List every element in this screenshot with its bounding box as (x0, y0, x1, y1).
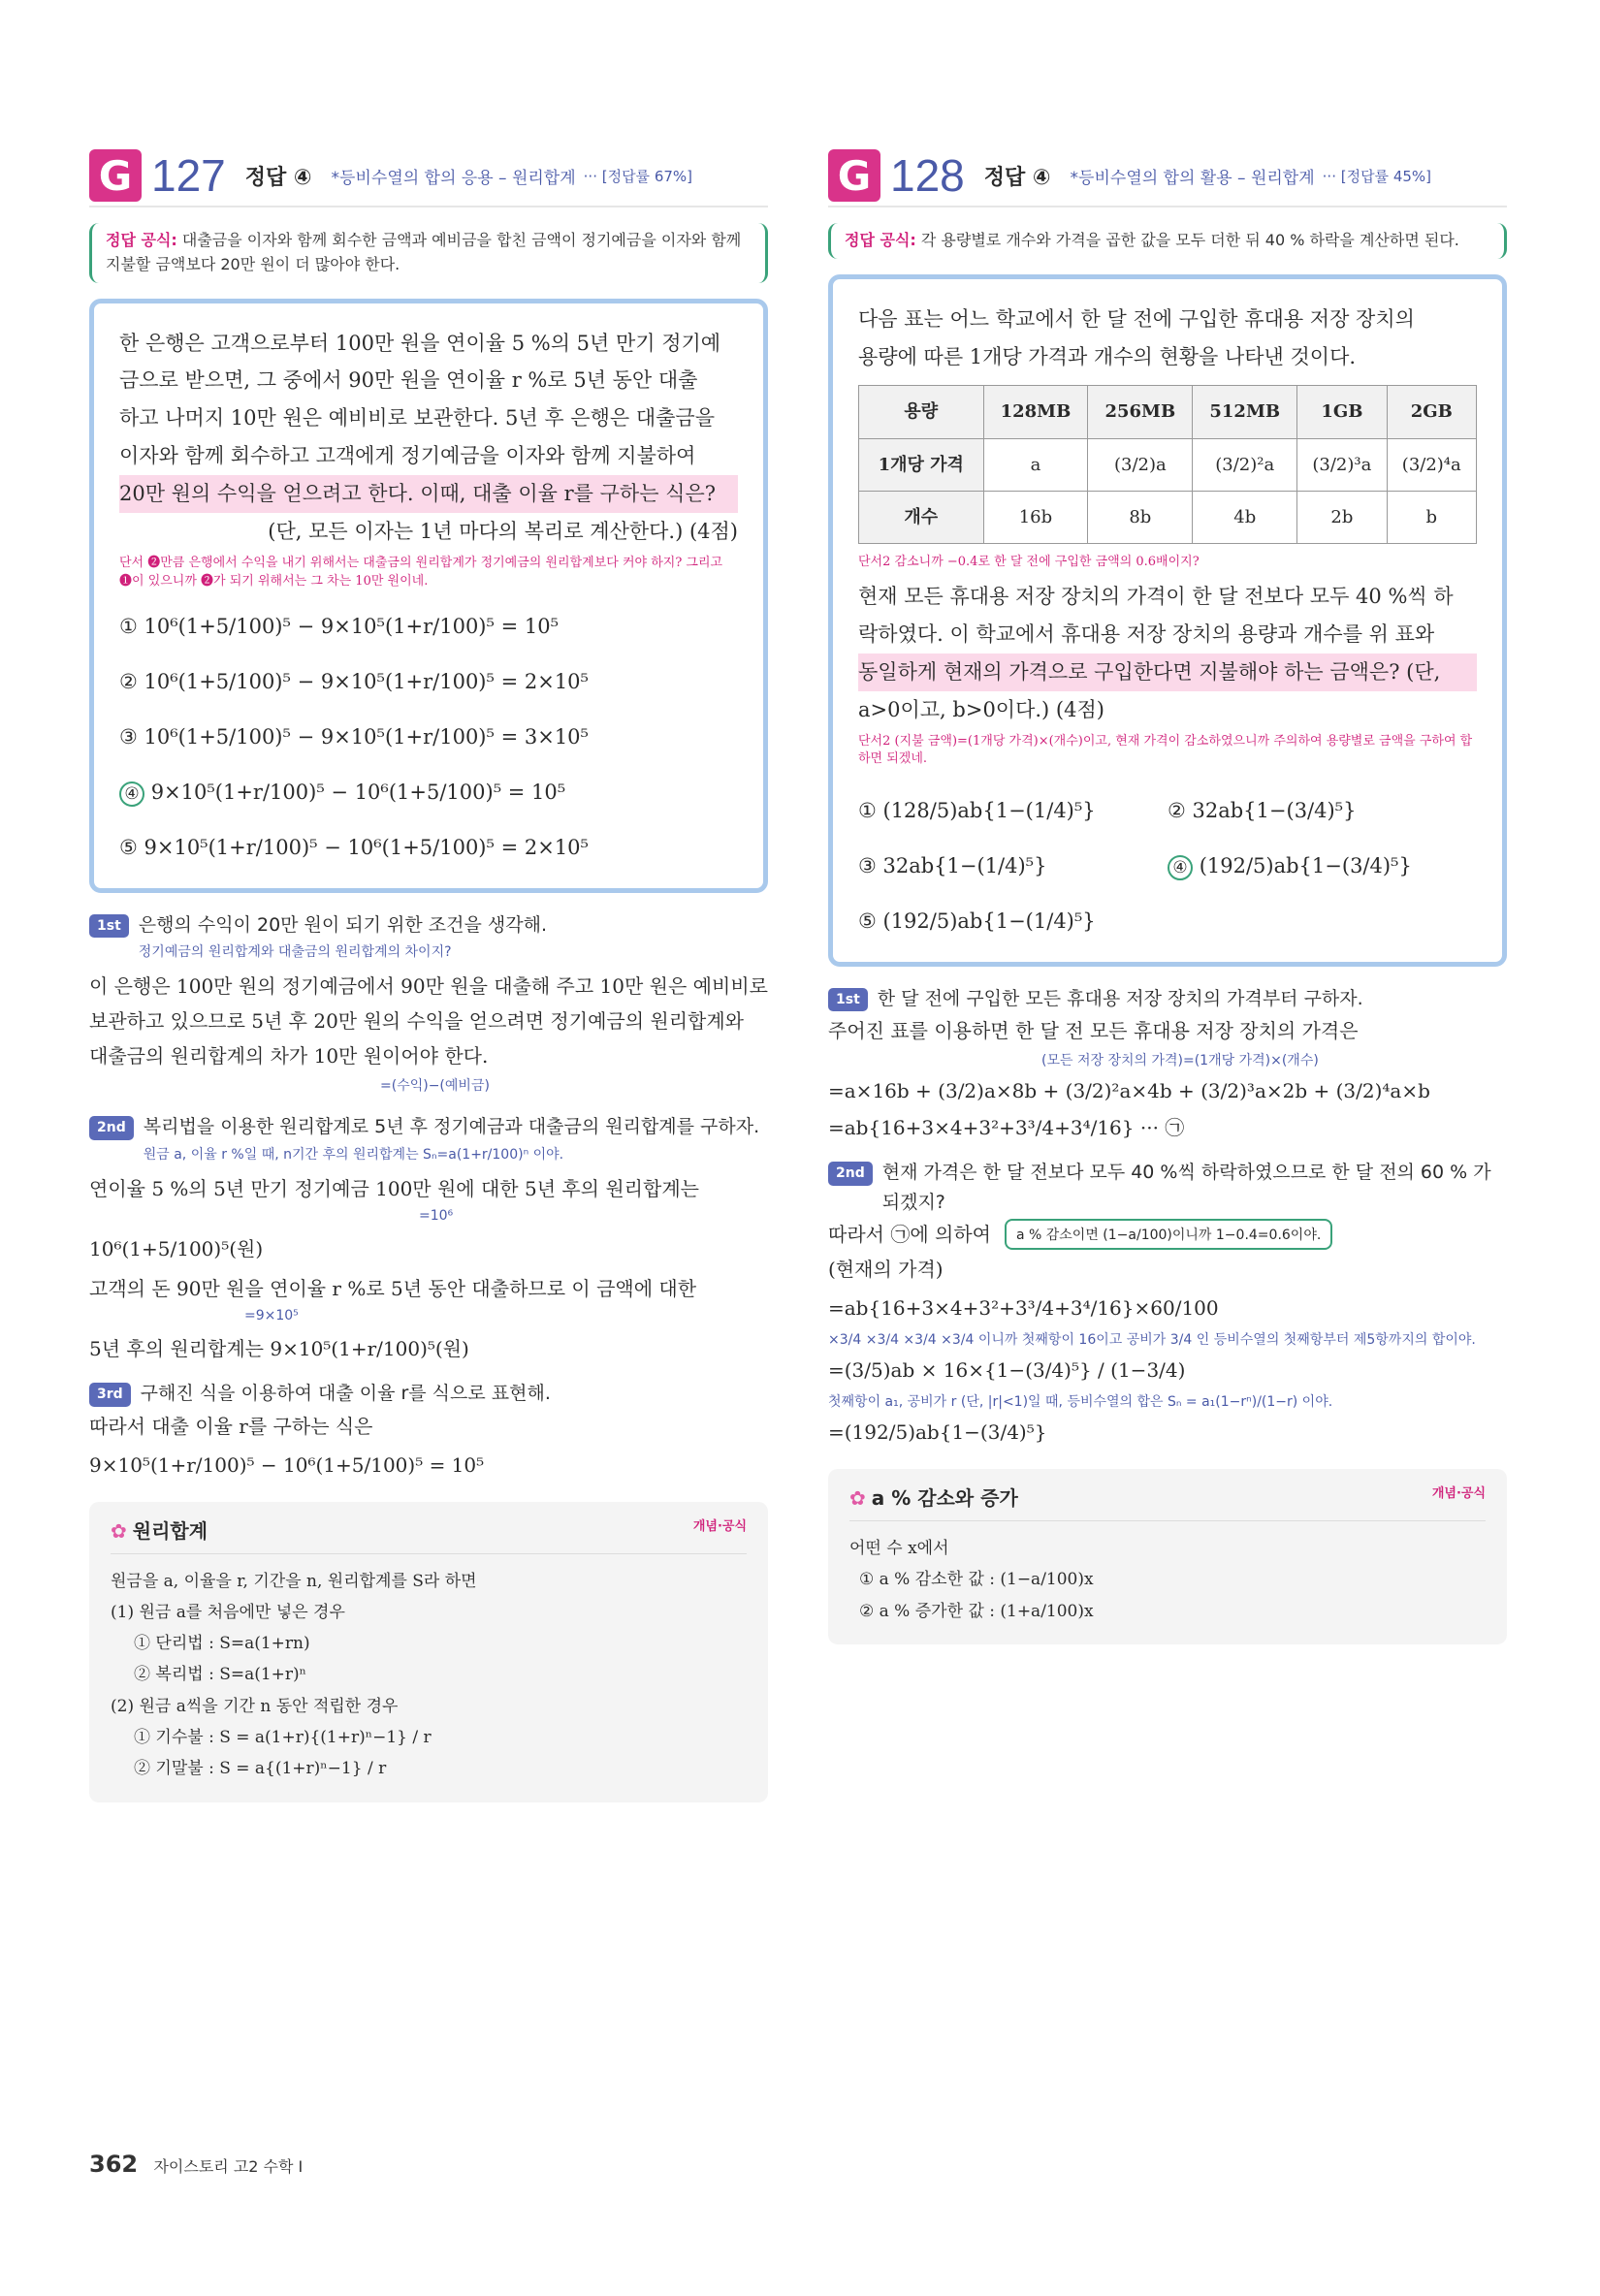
question-line: 하고 나머지 10만 원은 예비비로 보관한다. 5년 후 은행은 대출금을 (119, 406, 715, 430)
equation: 5년 후의 원리합계는 9×10⁵(1+r/100)⁵(원) (89, 1337, 469, 1361)
concept-line: ② 기말불 : S = a{(1+r)ⁿ−1} / r (134, 1759, 387, 1779)
question-line: 다음 표는 어느 학교에서 한 달 전에 구입한 휴대용 저장 장치의 (858, 306, 1415, 331)
solution-step-2 (89, 1112, 768, 1171)
equation: 9×10⁵(1+r/100)⁵ − 10⁶(1+5/100)⁵ = 10⁵ (89, 1452, 485, 1477)
table-cell: (3/2)a (1088, 438, 1193, 491)
step-tag: 1st (828, 988, 868, 1011)
step-callout-row (828, 1217, 1507, 1252)
hint-note: 단서2 감소니까 −0.4로 한 달 전에 구입한 금액의 0.6배이지? (858, 555, 1200, 570)
book-title: 자이스토리 고2 수학 I (153, 2157, 304, 2176)
step-title: 구해진 식을 이용하여 대출 이율 r를 식으로 표현해. (140, 1383, 551, 1405)
solution-step-1 (828, 984, 1507, 1013)
table-cell: 8b (1088, 492, 1193, 544)
table-header-cell: 256MB (1088, 386, 1193, 438)
step-tag: 3rd (89, 1383, 131, 1406)
hint-note: 단서 ❷만큼 은행에서 수익을 내기 위해서는 대출금의 원리합계가 정기예금의 원리합계보다 커야 하지? 그리고 ❶이 있으니까 ❷가 되기 위해서는 그 차는 10만 원이네. (119, 555, 723, 589)
selected-answer-mark: ④ (1168, 855, 1193, 880)
step-sub: 정기예금의 원리합계와 대출금의 원리합계의 차이지? (138, 943, 452, 960)
equation: =a×16b + (3/2)a×8b + (3/2)²a×4b + (3/2)³a×2b + (3/2)⁴a×b (828, 1079, 1430, 1103)
table-header-cell: 2GB (1387, 386, 1476, 438)
concept-line: 원금을 a, 이율을 r, 기간을 n, 원리합계를 S라 하면 (111, 1571, 477, 1591)
equation: =ab{16+3×4+3²+3³/4+3⁴/16}×60/100 (828, 1295, 1219, 1320)
question-box (828, 274, 1507, 967)
choice-1[interactable]: ① 10⁶(1+5/100)⁵ − 9×10⁵(1+r/100)⁵ = 10⁵ (119, 615, 560, 639)
answer-label: 정답 ④ (983, 165, 1051, 190)
concept-title-row (111, 1515, 747, 1554)
step-body: (현재의 가격) (828, 1257, 944, 1281)
equation: =ab{16+3×4+3²+3³/4+3⁴/16} ··· ㉠ (828, 1116, 1185, 1140)
table-cell: 2b (1297, 492, 1387, 544)
problem-header (89, 145, 768, 207)
problem-number: 127 (151, 150, 226, 201)
g-badge: G (828, 149, 880, 202)
step-tag: 2nd (828, 1162, 873, 1185)
step-note: =9×10⁵ (244, 1308, 299, 1324)
step-body: 따라서 ㉠에 의하여 (828, 1222, 991, 1246)
flower-icon: ✿ (849, 1485, 866, 1510)
concept-box (828, 1469, 1507, 1644)
equation: =(3/5)ab × 16×{1−(3/4)⁵} / (1−3/4) (828, 1357, 1186, 1382)
answer-formula (828, 223, 1507, 259)
choice-4-text: 9×10⁵(1+r/100)⁵ − 10⁶(1+5/100)⁵ = 10⁵ (150, 780, 566, 804)
correct-rate: ··· [정답률 45%] (1322, 167, 1432, 185)
solution-step-1 (89, 910, 768, 970)
callout-box: a % 감소이면 (1−a/100)이니까 1−0.4=0.6이야. (1005, 1219, 1332, 1250)
concept-line: (2) 원금 a씩을 기간 n 동안 적립한 경우 (111, 1696, 399, 1716)
hint-note: 단서2 (지불 금액)=(1개당 가격)×(개수)이고, 현재 가격이 감소하였으니까 주의하여 용량별로 금액을 구하여 합하면 되겠네. (858, 733, 1473, 767)
topic-label: *등비수열의 합의 응용 – 원리합계 (331, 168, 576, 188)
answer-formula (89, 223, 768, 283)
table-row-header: 1개당 가격 (859, 438, 984, 491)
formula-label: 정답 공식: (106, 231, 177, 249)
concept-line: ② a % 증가한 값 : (1+a/100)x (859, 1601, 1094, 1621)
table-header-row (859, 386, 1477, 438)
choice-5[interactable]: ⑤ (192/5)ab{1−(1/4)⁵} (858, 909, 1096, 933)
step-sub: 원금 a, 이율 r %일 때, n기간 후의 원리합계는 Sₙ=a(1+r/100)ⁿ 이야. (143, 1146, 564, 1163)
ratio-note: 이니까 첫째항이 16이고 공비가 3/4 인 등비수열의 첫째항부터 제5항까지의 합이야. (977, 1331, 1476, 1348)
concept-line: ② 복리법 : S=a(1+r)ⁿ (134, 1665, 307, 1685)
choice-1[interactable]: ① (128/5)ab{1−(1/4)⁵} (858, 799, 1096, 823)
concept-body (849, 1533, 1486, 1627)
concept-line: ① 단리법 : S=a(1+rn) (134, 1634, 310, 1654)
table-cell: (3/2)⁴a (1387, 438, 1476, 491)
table-cell: 16b (983, 492, 1088, 544)
table-row (859, 492, 1477, 544)
table-cell: (3/2)³a (1297, 438, 1387, 491)
question-line: 현재 모든 휴대용 저장 장치의 가격이 한 달 전보다 모두 40 %씩 하 (858, 585, 1454, 609)
concept-line: 어떤 수 x에서 (849, 1538, 949, 1558)
problem-number: 128 (890, 150, 965, 201)
formula-text: 대출금을 이자와 함께 회수한 금액과 예비금을 합친 금액이 정기예금을 이자와 함께 지불할 금액보다 20만 원이 더 많아야 한다. (106, 231, 742, 273)
concept-line: (1) 원금 a를 처음에만 넣은 경우 (111, 1602, 345, 1622)
step-title: 은행의 수익이 20만 원이 되기 위한 조건을 생각해. (138, 913, 548, 936)
question-line: a>0이고, b>0이다.) (4점) (858, 697, 1104, 721)
question-line: 이자와 함께 회수하고 고객에게 정기예금을 이자와 함께 지불하여 (119, 444, 696, 468)
solution-step-2 (828, 1158, 1507, 1217)
concept-title: a % 감소와 증가 (871, 1485, 1018, 1510)
equation: =(192/5)ab{1−(3/4)⁵} (828, 1419, 1047, 1444)
choice-2[interactable]: ② 32ab{1−(3/4)⁵} (1168, 799, 1357, 823)
step-body: 주어진 표를 이용하면 한 달 전 모든 휴대용 저장 장치의 가격은 (828, 1019, 1359, 1043)
table-header-cell: 512MB (1193, 386, 1297, 438)
step-title: 복리법을 이용한 원리합계로 5년 후 정기예금과 대출금의 원리합계를 구하자. (143, 1116, 760, 1138)
ratio-arrows (828, 1329, 1507, 1349)
choices-grid (858, 775, 1477, 941)
step-body: 고객의 돈 90만 원을 연이율 r %로 5년 동안 대출하므로 이 금액에 대한 (89, 1277, 697, 1301)
table-row-header: 개수 (859, 492, 984, 544)
concept-line: ① 기수불 : S = a(1+r){(1+r)ⁿ−1} / r (134, 1728, 432, 1747)
choice-2[interactable]: ② 10⁶(1+5/100)⁵ − 9×10⁵(1+r/100)⁵ = 2×10⁵ (119, 670, 589, 694)
formula-label: 정답 공식: (845, 231, 916, 249)
choice-3[interactable]: ③ 32ab{1−(1/4)⁵} (858, 854, 1047, 878)
concept-body (111, 1566, 747, 1785)
table-row (859, 438, 1477, 491)
concept-title-row (849, 1483, 1486, 1521)
question-line: 동일하게 현재의 가격으로 구입한다면 지불해야 하는 금액은? (단, (858, 654, 1477, 691)
question-line: 락하였다. 이 학교에서 휴대용 저장 장치의 용량과 개수를 위 표와 (858, 622, 1435, 647)
problem-128 (828, 145, 1507, 1644)
formula-text: 각 용량별로 개수와 가격을 곱한 값을 모두 더한 뒤 40 % 하락을 계산하면 된다. (920, 231, 1459, 249)
choice-4[interactable] (119, 774, 738, 812)
step-title: 한 달 전에 구입한 모든 휴대용 저장 장치의 가격부터 구하자. (877, 987, 1363, 1009)
concept-tag: 개념·공식 (1431, 1485, 1486, 1501)
step-body: 연이율 5 %의 5년 만기 정기예금 100만 원에 대한 5년 후의 원리합계는 (89, 1177, 699, 1201)
table-cell: 4b (1193, 492, 1297, 544)
ratio-label: ×3/4 ×3/4 ×3/4 ×3/4 (828, 1331, 975, 1348)
table-cell: b (1387, 492, 1476, 544)
step-body: 따라서 대출 이율 r를 구하는 식은 (89, 1414, 373, 1438)
table-cell: a (983, 438, 1088, 491)
solution-step-3 (89, 1379, 768, 1408)
step-note: (모든 저장 장치의 가격)=(1개당 가격)×(개수) (1041, 1053, 1319, 1069)
table-header-cell: 용량 (859, 386, 984, 438)
choice-4-text: (192/5)ab{1−(3/4)⁵} (1199, 854, 1412, 878)
question-line: (단, 모든 이자는 1년 마다의 복리로 계산한다.) (4점) (268, 519, 738, 543)
table-header-cell: 1GB (1297, 386, 1387, 438)
page-footer (89, 2151, 303, 2178)
flower-icon: ✿ (111, 1518, 127, 1543)
step-tag: 2nd (89, 1116, 134, 1139)
concept-line: ① a % 감소한 값 : (1−a/100)x (859, 1570, 1094, 1590)
choice-5[interactable]: ⑤ 9×10⁵(1+r/100)⁵ − 10⁶(1+5/100)⁵ = 2×10⁵ (119, 835, 589, 859)
question-line: 용량에 따른 1개당 가격과 개수의 현황을 나타낸 것이다. (858, 344, 1357, 368)
step-note: =(수익)−(예비금) (380, 1078, 490, 1095)
answer-label: 정답 ④ (244, 165, 312, 190)
equation: 10⁶(1+5/100)⁵(원) (89, 1237, 264, 1261)
step-note: =10⁶ (419, 1208, 454, 1225)
g-badge: G (89, 149, 142, 202)
correct-rate: ··· [정답률 67%] (583, 167, 693, 185)
step-tag: 1st (89, 914, 129, 938)
page-number: 362 (89, 2151, 139, 2178)
problem-header (828, 145, 1507, 207)
selected-answer-mark: ④ (119, 781, 144, 807)
concept-title: 원리합계 (132, 1518, 208, 1543)
table-header-cell: 128MB (983, 386, 1088, 438)
choice-3[interactable]: ③ 10⁶(1+5/100)⁵ − 9×10⁵(1+r/100)⁵ = 3×10⁵ (119, 725, 589, 749)
question-line: 한 은행은 고객으로부터 100만 원을 연이율 5 %의 5년 만기 정기예 (119, 331, 721, 355)
choice-4[interactable] (1168, 847, 1477, 885)
table-cell: (3/2)²a (1193, 438, 1297, 491)
question-box (89, 299, 768, 893)
topic-label: *등비수열의 합의 활용 – 원리합계 (1070, 168, 1315, 188)
question-line: 20만 원의 수익을 얻으려고 한다. 이때, 대출 이율 r를 구하는 식은? (119, 475, 738, 513)
question-line: 금으로 받으면, 그 중에서 90만 원을 연이율 r %로 5년 동안 대출 (119, 368, 698, 393)
step-body: 이 은행은 100만 원의 정기예금에서 90만 원을 대출해 주고 10만 원은 예비비로 보관하고 있으므로 5년 후 20만 원의 수익을 얻으려면 정기예금의 원리합계와 대출금의 원리합계의 차가 10만 원이어야 한다. (89, 974, 768, 1068)
concept-tag: 개념·공식 (692, 1518, 747, 1534)
side-note: 첫째항이 a₁, 공비가 r (단, |r|<1)일 때, 등비수열의 합은 Sₙ = a₁(1−rⁿ)/(1−r) 이야. (828, 1393, 1333, 1410)
problem-127 (89, 145, 768, 1802)
storage-table (858, 385, 1477, 544)
concept-box (89, 1502, 768, 1802)
step-title: 현재 가격은 한 달 전보다 모두 40 %씩 하락하였으므로 한 달 전의 60 % 가 되겠지? (881, 1162, 1491, 1213)
